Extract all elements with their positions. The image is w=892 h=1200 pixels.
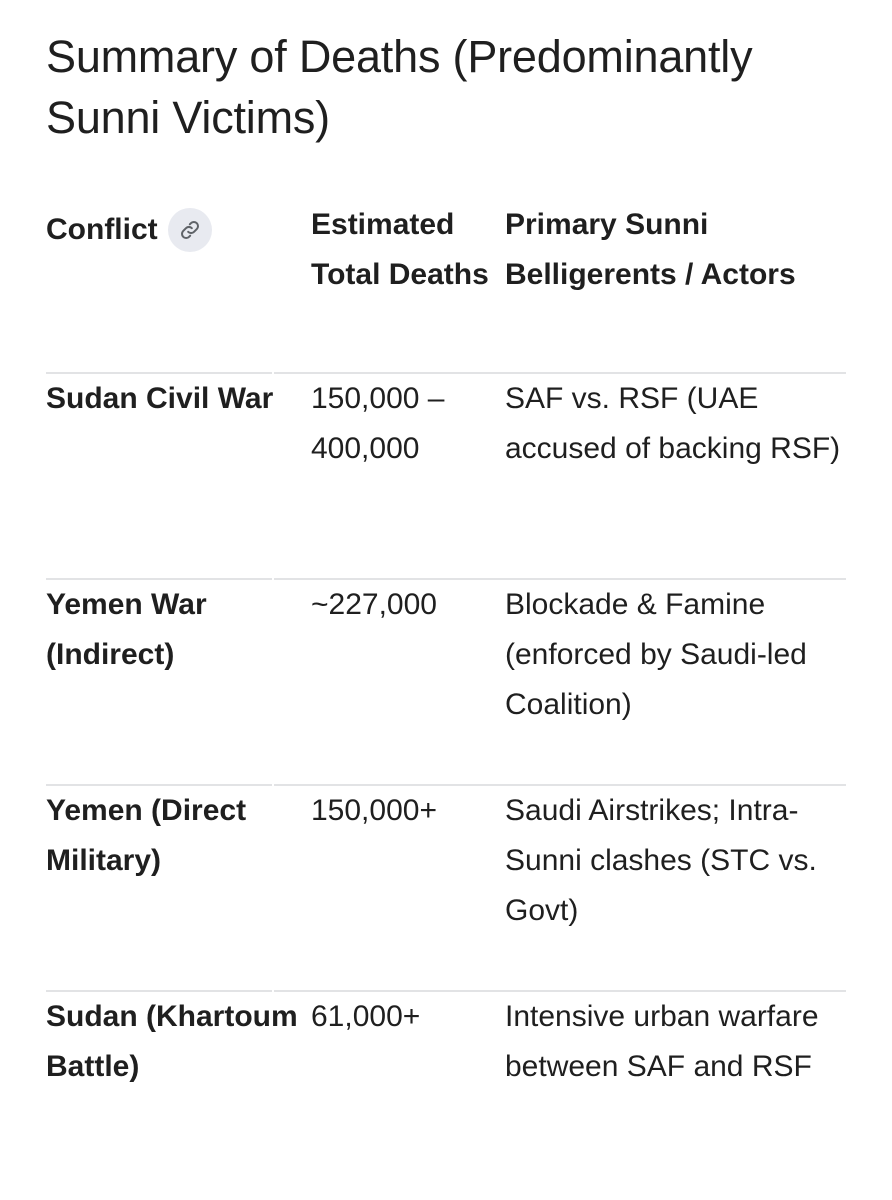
table-header-row — [46, 200, 846, 374]
link-icon — [179, 219, 201, 241]
header-cell-actors: Primary Sunni Belligerents / Actors — [505, 208, 796, 291]
cell-conflict: Yemen (Direct Military) — [46, 794, 247, 877]
table-row — [46, 580, 846, 786]
cell-actors: SAF vs. RSF (UAE accused of backing RSF) — [505, 382, 841, 465]
cell-conflict: Sudan (Khartoum Battle) — [46, 1000, 298, 1083]
header-conflict-label: Conflict — [46, 213, 158, 246]
page-title: Summary of Deaths (Predominantly Sunni Victims) — [46, 31, 753, 143]
cell-actors: Intensive urban warfare between SAF and RSF — [505, 1000, 819, 1083]
header-cell-conflict — [46, 200, 311, 374]
cell-actors: Blockade & Famine (enforced by Saudi-led Coalition) — [505, 588, 807, 721]
cell-deaths: 150,000+ — [311, 794, 437, 827]
cell-actors: Saudi Airstrikes; Intra-Sunni clashes (STC vs. Govt) — [505, 794, 817, 927]
cell-deaths: ~227,000 — [311, 588, 437, 621]
table-row — [46, 374, 846, 580]
cell-conflict: Yemen War (Indirect) — [46, 588, 207, 671]
cell-deaths: 61,000+ — [311, 1000, 421, 1033]
table-row — [46, 786, 846, 992]
cell-deaths: 150,000 – 400,000 — [311, 382, 445, 465]
table-row — [46, 992, 846, 1198]
header-cell-deaths: Estimated Total Deaths — [311, 208, 489, 291]
cell-conflict: Sudan Civil War — [46, 382, 274, 415]
copy-link-button[interactable] — [168, 208, 212, 252]
deaths-table — [46, 200, 846, 1198]
